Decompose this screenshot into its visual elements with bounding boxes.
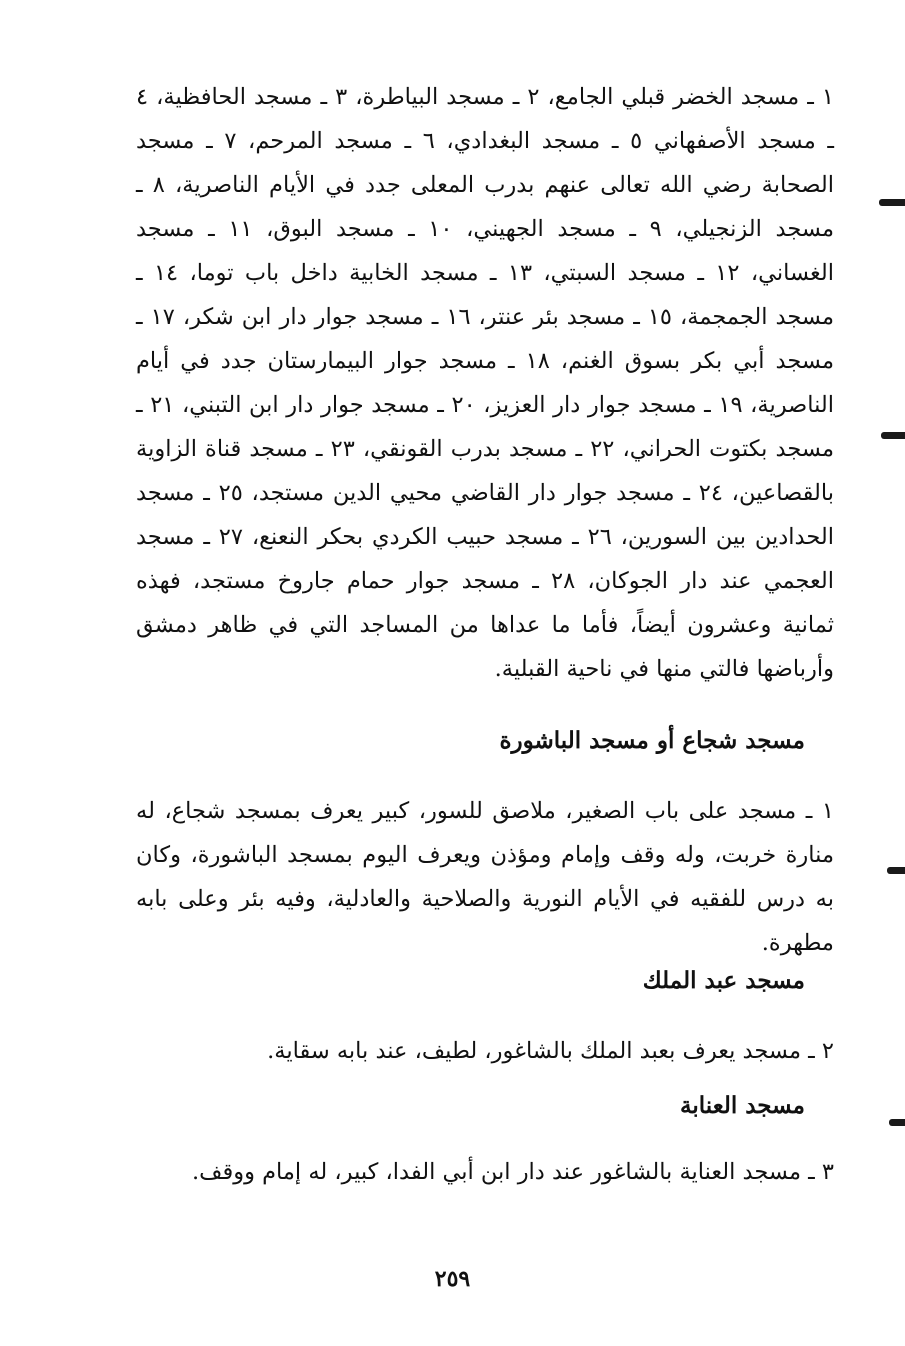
paragraph-text: ١ ـ مسجد على باب الصغير، ملاصق للسور، كبير يعرف بمسجد شجاع، له منارة خربت، وله وقف وإمام ومؤذن ويعرف اليوم بمسجد الباشورة، وكان به درس للفقيه في الأيام النورية والصلاحية والعادلية، وفيه بئر وعلى بابه مطهرة. [136, 798, 834, 956]
paragraph-mosque-list [136, 75, 834, 691]
paragraph-inaba-mosque [136, 1150, 834, 1194]
paragraph-shuja-mosque [136, 789, 834, 965]
paragraph-abd-al-malik-mosque [136, 1029, 834, 1073]
page-number: ٢٥٩ [434, 1266, 471, 1292]
paragraph-text: ١ ـ مسجد الخضر قبلي الجامع، ٢ ـ مسجد البياطرة، ٣ ـ مسجد الحافظية، ٤ ـ مسجد الأصفهاني ٥ ـ مسجد البغدادي، ٦ ـ مسجد المرحم، ٧ ـ مسجد الصحابة رضي الله تعالى عنهم بدرب المعلى جدد في الأيام الناصرية، ٨ ـ مسجد الزنجيلي، ٩ ـ مسجد الجهيني، ١٠ ـ مسجد البوق، ١١ ـ مسجد الغساني، ١٢ ـ مسجد السبتي، ١٣ ـ مسجد الخابية داخل باب توما، ١٤ ـ مسجد الجمجمة، ١٥ ـ مسجد بئر عنتر، ١٦ ـ مسجد جوار دار ابن شكر، ١٧ ـ مسجد أبي بكر بسوق الغنم، ١٨ ـ مسجد جوار البيمارستان جدد في أيام الناصرية، ١٩ ـ مسجد جوار دار العزيز، ٢٠ ـ مسجد جوار دار ابن التبني، ٢١ ـ مسجد بكتوت الحراني، ٢٢ ـ مسجد بدرب القونقي، ٢٣ ـ مسجد قناة الزاوية بالقصاعين، ٢٤ ـ مسجد جوار دار القاضي محيي الدين مستجد، ٢٥ ـ مسجد الحدادين بين السورين، ٢٦ ـ مسجد حبيب الكردي بحكر النعنع، ٢٧ ـ مسجد العجمي عند دار الجوكان، ٢٨ ـ مسجد جوار حمام جاروخ مستجد، فهذه ثمانية وعشرون أيضاً، فأما ما عداها من المساجد التي في ظاهر دمشق وأرباضها فالتي منها في ناحية القبلية. [136, 84, 835, 682]
binding-edge-mark [881, 432, 905, 439]
paragraph-text: ٢ ـ مسجد يعرف بعبد الملك بالشاغور، لطيف، عند بابه سقاية. [267, 1038, 834, 1064]
section-heading-shuja-mosque: مسجد شجاع أو مسجد الباشورة [499, 727, 805, 754]
binding-edge-mark [879, 199, 905, 206]
paragraph-text: ٣ ـ مسجد العناية بالشاغور عند دار ابن أبي الفدا، كبير، له إمام ووقف. [192, 1159, 834, 1185]
binding-edge-mark [887, 867, 905, 874]
section-heading-abd-al-malik-mosque: مسجد عبد الملك [642, 967, 805, 994]
binding-edge-mark [889, 1119, 905, 1126]
section-heading-inaba-mosque: مسجد العنابة [680, 1092, 805, 1119]
